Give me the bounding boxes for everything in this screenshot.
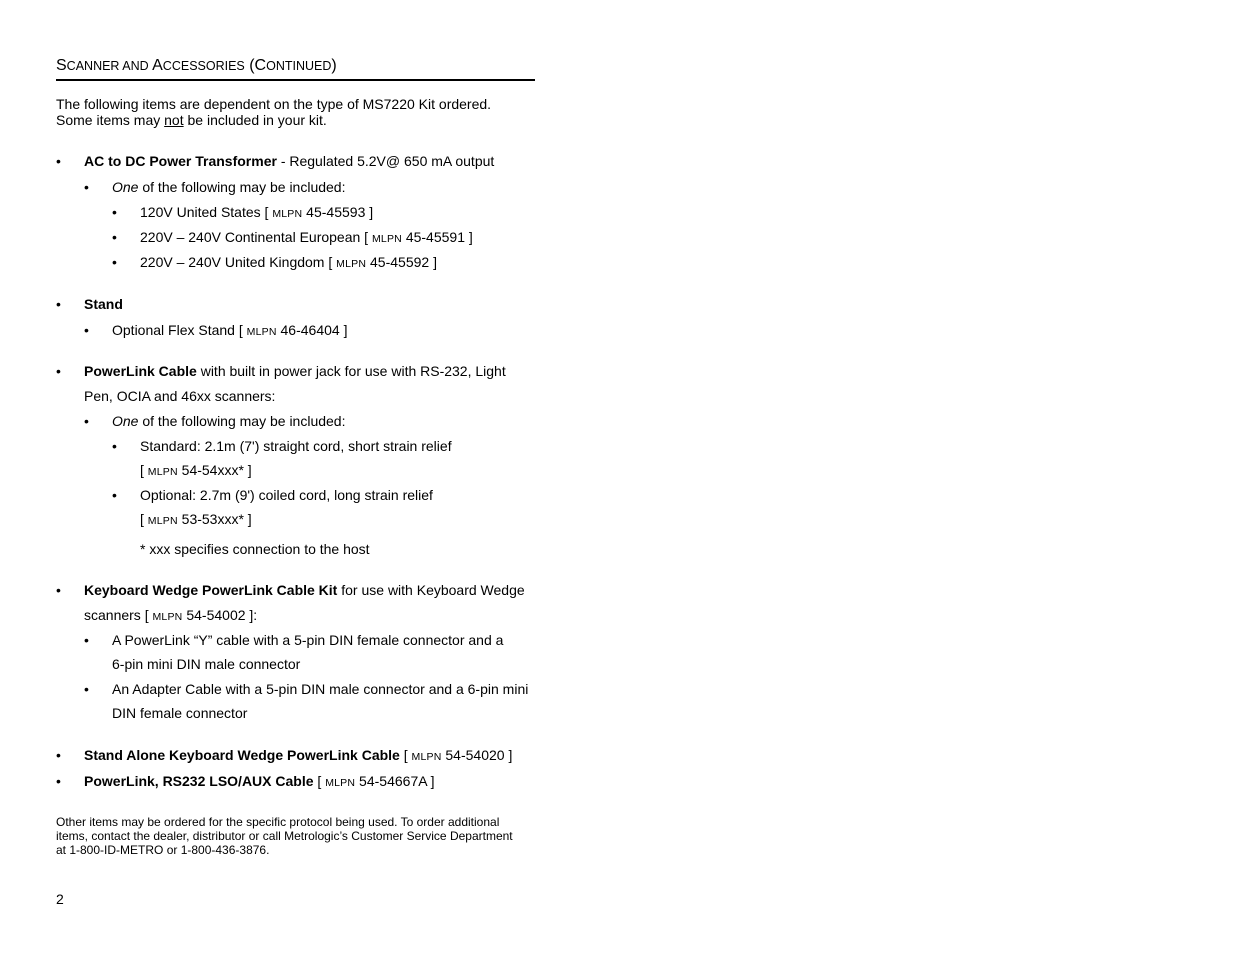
list-item: A PowerLink “Y” cable with a 5-pin DIN female connector and a [112, 632, 504, 648]
intro-line-2: Some items may not be included in your kit. [56, 112, 327, 128]
bullet: • [112, 487, 117, 503]
page-number: 2 [56, 891, 64, 907]
list-item: Optional: 2.7m (9') coiled cord, long strain relief [140, 487, 433, 503]
bullet: • [84, 413, 89, 429]
kbw-line-2: scanners [ MLPN 54-54002 ]: [84, 607, 258, 623]
ac-one-of: One of the following may be included: [112, 179, 346, 195]
footer-line-1: Other items may be ordered for the specific protocol being used. To order additional [56, 815, 500, 829]
bullet: • [112, 204, 117, 220]
bullet: • [56, 296, 61, 312]
bullet: • [84, 322, 89, 338]
bullet: • [84, 632, 89, 648]
ac-dc-heading: AC to DC Power Transformer - Regulated 5.2V@ 650 mA output [84, 153, 495, 169]
stand-heading: Stand [84, 296, 123, 312]
bullet: • [112, 229, 117, 245]
bullet: • [56, 747, 61, 763]
bullet: • [56, 153, 61, 169]
bullet: • [56, 582, 61, 598]
list-item-part: [ MLPN 54-54xxx* ] [140, 462, 252, 478]
list-item: Standard: 2.1m (7') straight cord, short strain relief [140, 438, 452, 454]
standalone-heading: Stand Alone Keyboard Wedge PowerLink Cable [ MLPN 54-54020 ] [84, 747, 513, 763]
bullet: • [84, 179, 89, 195]
powerlink-one-of: One of the following may be included: [112, 413, 346, 429]
footer-line-3: at 1-800-ID-METRO or 1-800-436-3876. [56, 843, 270, 857]
powerlink-heading: PowerLink Cable with built in power jack for use with RS-232, Light [84, 363, 506, 379]
bullet: • [84, 681, 89, 697]
footer-line-2: items, contact the dealer, distributor or call Metrologic’s Customer Service Department [56, 829, 513, 843]
list-item: 220V – 240V Continental European [ MLPN 45-45591 ] [140, 229, 473, 245]
rs232-heading: PowerLink, RS232 LSO/AUX Cable [ MLPN 54-54667A ] [84, 773, 435, 789]
powerlink-line-2: Pen, OCIA and 46xx scanners: [84, 388, 276, 404]
list-item: An Adapter Cable with a 5-pin DIN male connector and a 6-pin mini [112, 681, 529, 697]
bullet: • [112, 254, 117, 270]
page-title: SCANNER AND ACCESSORIES (CONTINUED) [56, 56, 535, 81]
bullet: • [56, 773, 61, 789]
list-item: Optional Flex Stand [ MLPN 46-46404 ] [112, 322, 348, 338]
bullet: • [112, 438, 117, 454]
bullet: • [56, 363, 61, 379]
intro-line-1: The following items are dependent on the type of MS7220 Kit ordered. [56, 96, 492, 112]
kbw-heading: Keyboard Wedge PowerLink Cable Kit for use with Keyboard Wedge [84, 582, 525, 598]
list-item: 120V United States [ MLPN 45-45593 ] [140, 204, 374, 220]
list-item-part: DIN female connector [112, 705, 248, 721]
list-item-part: 6-pin mini DIN male connector [112, 656, 301, 672]
list-item-part: [ MLPN 53-53xxx* ] [140, 511, 252, 527]
list-item: 220V – 240V United Kingdom [ MLPN 45-45592 ] [140, 254, 437, 270]
footnote: * xxx specifies connection to the host [140, 541, 370, 557]
